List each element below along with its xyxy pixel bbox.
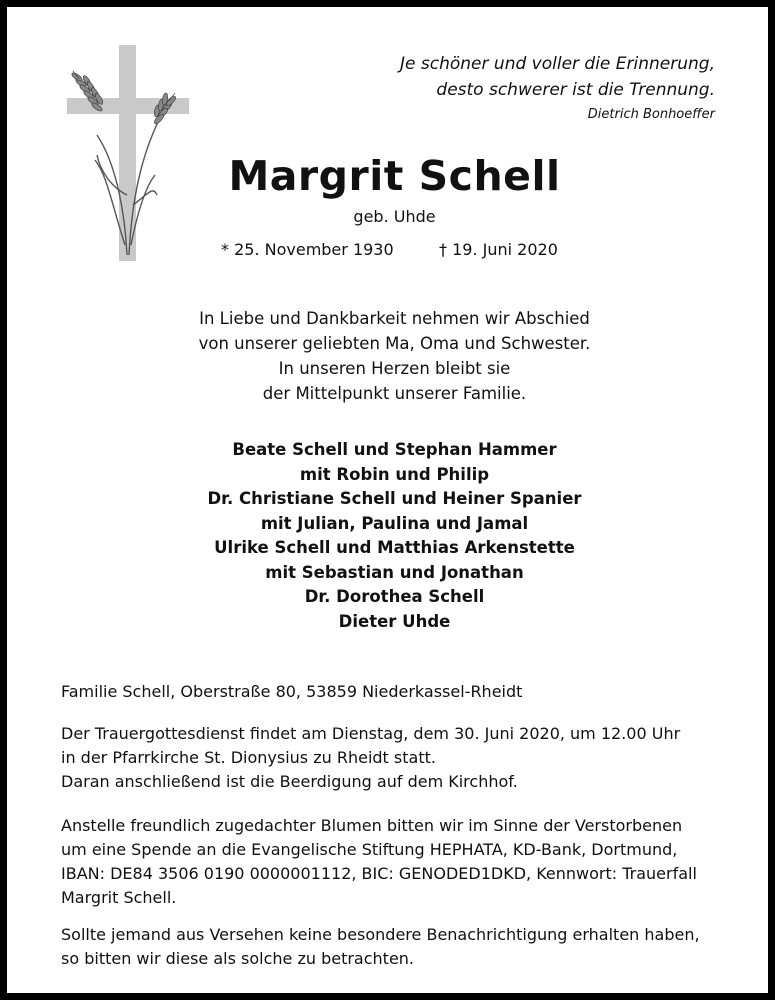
notice-line: Sollte jemand aus Versehen keine besondere Benachrichtigung erhalten haben, (61, 925, 700, 944)
donation-line: Margrit Schell. (61, 888, 177, 907)
mourner-line: Dr. Dorothea Schell (304, 587, 485, 606)
service-info (61, 722, 741, 794)
birth-date: * 25. November 1930 (221, 240, 394, 259)
mourners-list (7, 438, 775, 634)
bonhoeffer-quote (400, 51, 715, 125)
farewell-line: von unserer geliebten Ma, Oma und Schwester. (198, 334, 591, 353)
service-line: Daran anschließend ist die Beerdigung auf dem Kirchhof. (61, 772, 518, 791)
address-line: Familie Schell, Oberstraße 80, 53859 Niederkassel-Rheidt (61, 682, 523, 701)
mourner-line: mit Julian, Paulina und Jamal (260, 513, 529, 533)
quote-line: desto schwerer ist die Trennung. (436, 80, 715, 100)
mourner-line: mit Sebastian und Jonathan (265, 562, 524, 582)
quote-line: Je schöner und voller die Erinnerung, (400, 54, 715, 74)
mourner-line: Dieter Uhde (338, 611, 451, 631)
death-date: † 19. Juni 2020 (439, 240, 558, 259)
mourner-line: Ulrike Schell und Matthias Arkenstette (214, 538, 575, 557)
donation-line: Anstelle freundlich zugedachter Blumen bitten wir im Sinne der Verstorbenen (61, 816, 683, 835)
notification-notice (61, 923, 741, 971)
service-line: in der Pfarrkirche St. Dionysius zu Rheidt statt. (61, 748, 436, 767)
donation-line: IBAN: DE84 3506 0190 0000001112, BIC: GENODED1DKD, Kennwort: Trauerfall (61, 864, 697, 883)
service-line: Der Trauergottesdienst findet am Dienstag, dem 30. Juni 2020, um 12.00 Uhr (61, 724, 681, 743)
born-name: geb. Uhde (353, 207, 436, 226)
farewell-line: der Mittelpunkt unserer Familie. (262, 384, 527, 403)
family-address (61, 680, 741, 704)
mourner-line: mit Robin und Philip (299, 464, 490, 484)
donation-info (61, 814, 741, 910)
farewell-text (7, 306, 775, 406)
notice-line: so bitten wir diese als solche zu betrachten. (61, 949, 415, 968)
mourner-line: Beate Schell und Stephan Hammer (232, 440, 557, 459)
farewell-line: In Liebe und Dankbarkeit nehmen wir Abschied (199, 309, 590, 328)
quote-author: Dietrich Bonhoeffer (587, 107, 715, 122)
farewell-line: In unseren Herzen bleibt sie (278, 359, 511, 378)
mourner-line: Dr. Christiane Schell und Heiner Spanier (207, 489, 582, 508)
donation-line: um eine Spende an die Evangelische Stiftung HEPHATA, KD-Bank, Dortmund, (61, 840, 678, 859)
deceased-name: Margrit Schell (228, 152, 561, 200)
